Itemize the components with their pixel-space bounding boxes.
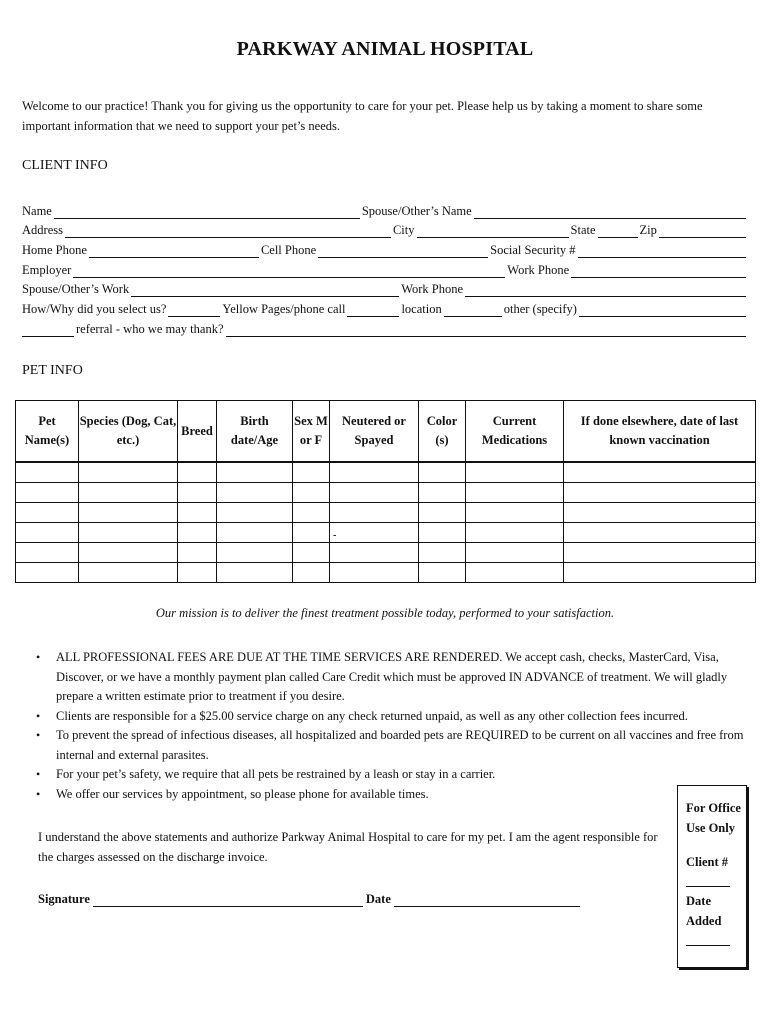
pet-cell[interactable] — [293, 543, 330, 563]
referral-checkbox[interactable] — [22, 322, 74, 337]
pet-cell[interactable] — [178, 523, 217, 543]
pet-cell[interactable] — [419, 563, 466, 583]
pet-cell[interactable] — [217, 462, 293, 483]
col-neutered: Neutered or Spayed — [330, 401, 419, 463]
mission-statement: Our mission is to deliver the finest treatment possible today, performed to your satisfaction. — [155, 606, 615, 620]
pet-cell[interactable] — [79, 543, 178, 563]
pet-cell[interactable] — [16, 523, 79, 543]
page-title: PARKWAY ANIMAL HOSPITAL — [236, 38, 534, 60]
yellow-pages-checkbox[interactable] — [168, 302, 220, 317]
pet-row — [16, 563, 756, 583]
pet-cell[interactable] — [178, 462, 217, 483]
stray-mark: - — [333, 530, 337, 541]
pet-cell[interactable] — [564, 523, 756, 543]
pet-cell[interactable] — [178, 563, 217, 583]
office-client-field[interactable] — [686, 872, 730, 887]
pet-table-header — [16, 401, 756, 463]
office-use-box — [677, 785, 747, 968]
pet-cell[interactable] — [419, 523, 466, 543]
pet-row — [16, 483, 756, 503]
city-field[interactable] — [417, 223, 569, 238]
pet-cell[interactable] — [419, 483, 466, 503]
how-why-row — [22, 297, 748, 317]
city-label: City — [392, 223, 415, 237]
other-label: other (specify) — [503, 302, 577, 316]
pet-cell[interactable] — [564, 483, 756, 503]
home-phone-label: Home Phone — [22, 243, 87, 257]
pet-cell[interactable] — [466, 523, 564, 543]
date-field[interactable] — [394, 892, 580, 907]
pet-cell[interactable] — [293, 462, 330, 483]
pet-cell[interactable] — [419, 543, 466, 563]
location-checkbox[interactable] — [347, 302, 399, 317]
spouse-work-row — [22, 277, 748, 297]
col-birth-date: Birth date/Age — [217, 401, 293, 463]
bullet-icon: • — [36, 767, 41, 781]
office-added-label: Added — [686, 914, 722, 928]
policy-item: • ALL PROFESSIONAL FEES ARE DUE AT THE TIME SERVICES ARE RENDERED. We accept cash, checks, MasterCard, Visa, Discover, or we have a monthly payment plan called Care Credit which must be approved IN ADVANCE of treatment. We will gladly prepare a written estimate prior to treatment if you desire. — [36, 650, 728, 703]
other-specify-field[interactable] — [579, 302, 746, 317]
pet-cell[interactable] — [419, 462, 466, 483]
pet-cell[interactable] — [330, 462, 419, 483]
pet-cell[interactable] — [16, 462, 79, 483]
pet-cell[interactable] — [16, 563, 79, 583]
spouse-name-field[interactable] — [474, 204, 746, 219]
policy-item: • We offer our services by appointment, so please phone for available times. — [30, 785, 752, 805]
signature-field[interactable] — [93, 892, 363, 907]
zip-label: Zip — [639, 223, 657, 237]
ssn-label: Social Security # — [490, 243, 576, 257]
pet-cell[interactable] — [330, 563, 419, 583]
signature-row — [38, 887, 598, 907]
pet-info-heading: PET INFO — [22, 363, 83, 378]
pet-cell[interactable] — [564, 543, 756, 563]
cell-phone-label: Cell Phone — [260, 243, 317, 257]
pet-cell[interactable] — [79, 563, 178, 583]
pet-info-table — [15, 400, 756, 583]
ssn-field[interactable] — [578, 243, 746, 258]
pet-cell[interactable] — [293, 503, 330, 523]
referral-row — [22, 317, 748, 337]
phone-row — [22, 238, 748, 258]
state-label: State — [570, 223, 596, 237]
state-field[interactable] — [598, 223, 638, 238]
bullet-icon: • — [36, 786, 41, 801]
pet-cell[interactable] — [564, 503, 756, 523]
col-medications: Current Medications — [466, 401, 564, 463]
col-color: Color (s) — [419, 401, 466, 463]
pet-cell[interactable] — [466, 563, 564, 583]
address-field[interactable] — [65, 223, 391, 238]
intro-paragraph: Welcome to our practice! Thank you for giving us the opportunity to care for your pet. Please help us by taking a moment to share some important information that we need to support your pet’s needs. — [22, 99, 703, 133]
referral-label: referral - who we may thank? — [76, 322, 224, 336]
pet-row — [16, 523, 756, 543]
other-checkbox[interactable] — [444, 302, 502, 317]
yellow-pages-label: Yellow Pages/phone call — [222, 302, 346, 316]
name-row — [22, 199, 748, 219]
work-phone-label: Work Phone — [507, 263, 570, 277]
col-vaccination: If done elsewhere, date of last known vaccination — [564, 401, 756, 463]
pet-cell[interactable] — [466, 483, 564, 503]
bullet-icon: • — [36, 708, 41, 723]
pet-cell[interactable] — [16, 503, 79, 523]
home-phone-field[interactable] — [89, 243, 259, 258]
address-label: Address — [22, 223, 63, 237]
name-label: Name — [22, 204, 52, 218]
pet-cell[interactable] — [330, 543, 419, 563]
policy-list — [30, 648, 752, 804]
pet-cell[interactable] — [217, 483, 293, 503]
spouse-work-label: Spouse/Other’s Work — [22, 282, 130, 296]
pet-cell[interactable] — [293, 523, 330, 543]
pet-cell[interactable] — [217, 523, 293, 543]
employer-row — [22, 258, 748, 278]
address-row — [22, 218, 748, 238]
pet-cell[interactable] — [79, 462, 178, 483]
office-date-field[interactable] — [686, 931, 730, 946]
pet-cell[interactable] — [178, 503, 217, 523]
pet-cell[interactable] — [419, 503, 466, 523]
policy-item: • To prevent the spread of infectious diseases, all hospitalized and boarded pets are REQUIRED to be current on all vaccines and free from internal and external parasites. — [36, 728, 744, 762]
pet-row — [16, 543, 756, 563]
pet-cell[interactable] — [293, 563, 330, 583]
pet-cell[interactable] — [466, 543, 564, 563]
pet-cell[interactable] — [79, 523, 178, 543]
office-use-title-2: Use Only — [686, 821, 735, 835]
pet-cell[interactable] — [217, 503, 293, 523]
col-sex: Sex M or F — [293, 401, 330, 463]
referral-field[interactable] — [226, 322, 747, 337]
employer-field[interactable] — [73, 263, 505, 278]
signature-label: Signature — [38, 892, 90, 906]
pet-cell[interactable] — [330, 483, 419, 503]
pet-cell[interactable] — [79, 503, 178, 523]
pet-cell[interactable] — [217, 543, 293, 563]
pet-cell[interactable] — [178, 483, 217, 503]
pet-cell[interactable] — [217, 563, 293, 583]
employer-label: Employer — [22, 263, 72, 277]
spouse-work-phone-label: Work Phone — [401, 282, 464, 296]
pet-row — [16, 503, 756, 523]
spouse-work-phone-field[interactable] — [465, 282, 746, 297]
spouse-name-label: Spouse/Other’s Name — [361, 204, 472, 218]
pet-cell[interactable] — [79, 483, 178, 503]
policy-item: • For your pet’s safety, we require that all pets be restrained by a leash or stay in a carrier. — [30, 765, 752, 785]
pet-cell[interactable] — [466, 462, 564, 483]
bullet-icon: • — [36, 650, 41, 664]
pet-cell[interactable] — [16, 543, 79, 563]
col-pet-name: Pet Name(s) — [16, 401, 79, 463]
policy-item: • Clients are responsible for a $25.00 service charge on any check returned unpaid, as well as any other collection fees incurred. — [30, 707, 752, 727]
col-breed: Breed — [178, 401, 217, 463]
pet-cell[interactable] — [466, 503, 564, 523]
pet-cell[interactable] — [330, 503, 419, 523]
spouse-work-field[interactable] — [131, 282, 399, 297]
date-label: Date — [365, 892, 391, 906]
client-info-heading: CLIENT INFO — [22, 158, 108, 173]
cell-phone-field[interactable] — [318, 243, 488, 258]
pet-cell[interactable] — [330, 523, 419, 543]
pet-cell[interactable] — [564, 563, 756, 583]
pet-cell[interactable] — [293, 483, 330, 503]
name-field[interactable] — [54, 204, 360, 219]
office-client-label: Client # — [686, 855, 729, 869]
location-label: location — [401, 302, 442, 316]
pet-cell[interactable] — [178, 543, 217, 563]
how-why-label: How/Why did you select us? — [22, 302, 167, 316]
col-species: Species (Dog, Cat, etc.) — [79, 401, 178, 463]
pet-row — [16, 462, 756, 483]
office-date-label: Date — [686, 894, 711, 908]
office-use-title-1: For Office — [686, 801, 741, 815]
bullet-icon: • — [36, 728, 41, 742]
pet-cell[interactable] — [16, 483, 79, 503]
zip-field[interactable] — [659, 223, 746, 238]
pet-cell[interactable] — [564, 462, 756, 483]
agreement-text: I understand the above statements and authorize Parkway Animal Hospital to care for my pet. I am the agent responsible for the charges assessed on the discharge invoice. — [38, 830, 658, 864]
work-phone-field[interactable] — [571, 263, 746, 278]
